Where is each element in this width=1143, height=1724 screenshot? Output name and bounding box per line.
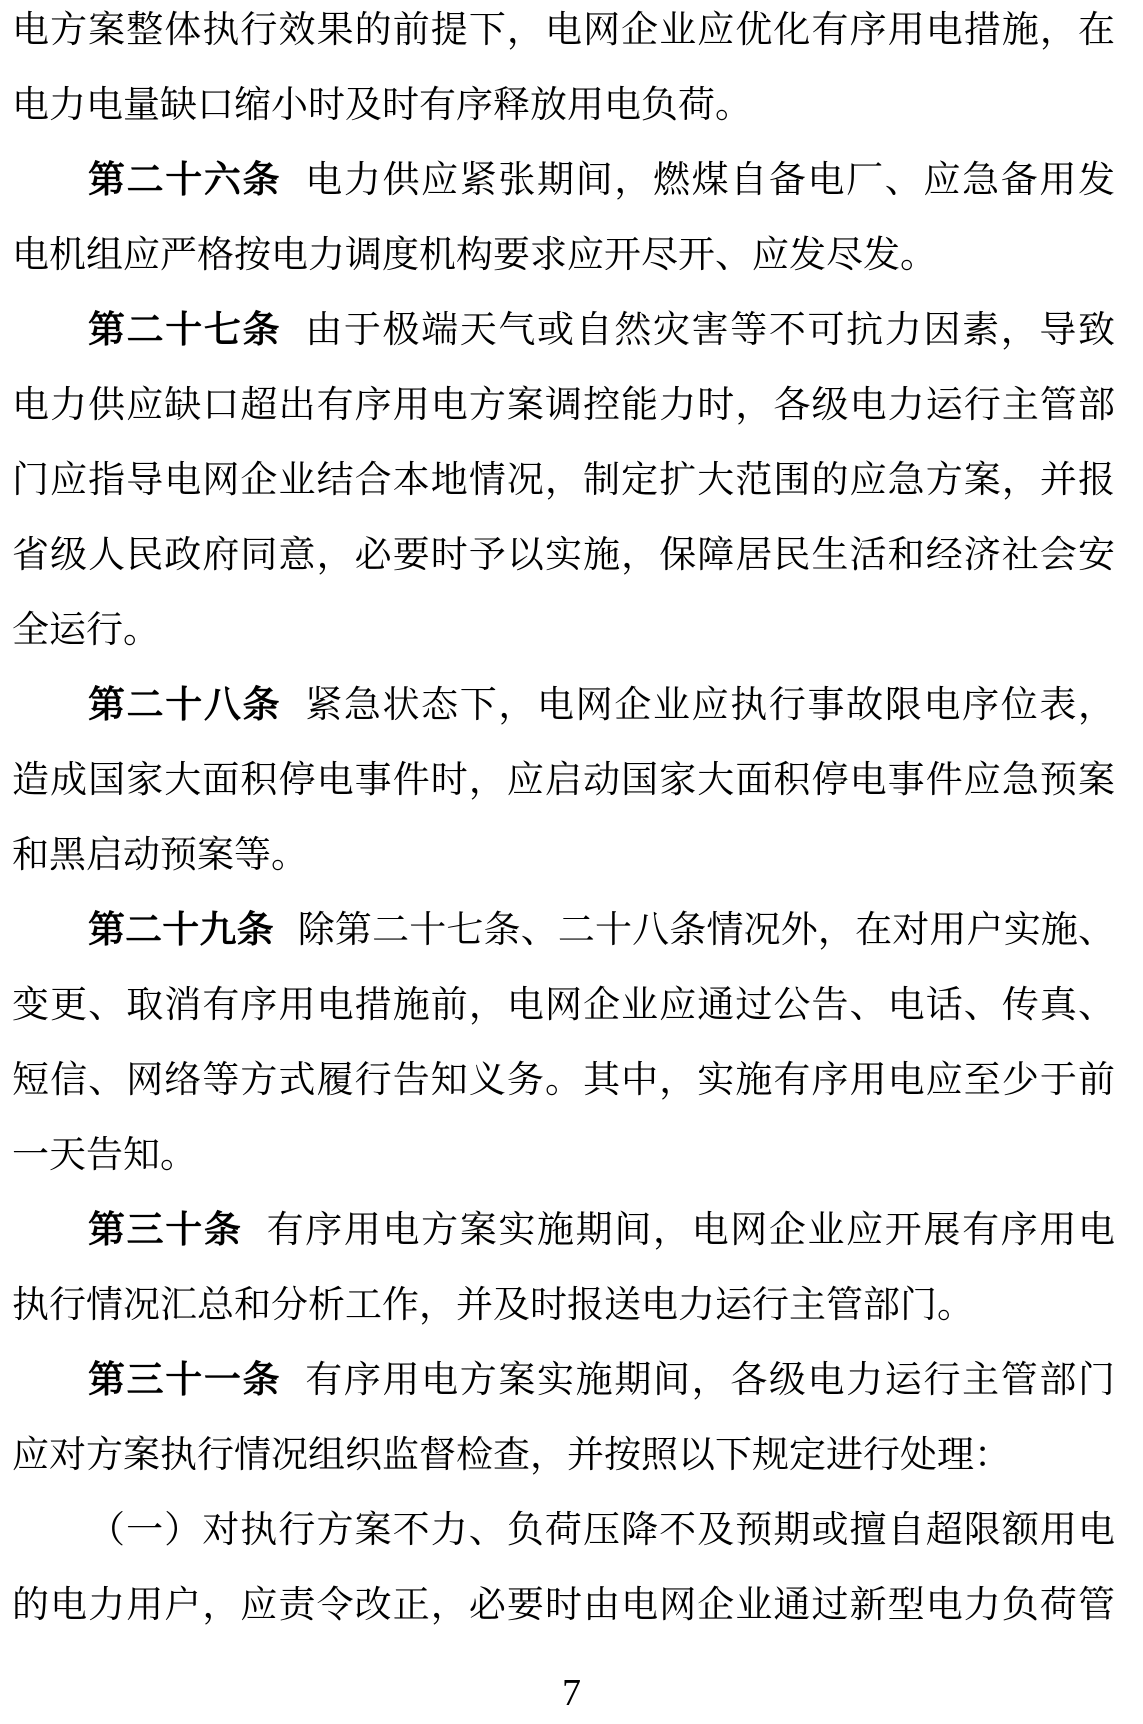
text-line — [12, 1568, 1115, 1643]
text-line — [12, 518, 1115, 593]
page-number: 7 — [562, 1672, 581, 1714]
text-line — [12, 1193, 1115, 1268]
text-line — [12, 1493, 1115, 1568]
body-text: 短信、网络等方式履行告知义务。其中，实施有序用电应至少于前 — [12, 1060, 1115, 1101]
body-text: 电方案整体执行效果的前提下，电网企业应优化有序用电措施，在 — [12, 10, 1115, 51]
article-number: 第二十八条 — [88, 685, 282, 726]
document-body — [12, 0, 1115, 1643]
text-line — [12, 1118, 1115, 1193]
body-text: （一）对执行方案不力、负荷压降不及预期或擅自超限额用电 — [88, 1510, 1115, 1551]
body-text: 执行情况汇总和分析工作，并及时报送电力运行主管部门。 — [12, 1285, 974, 1326]
text-line — [12, 443, 1115, 518]
article-number: 第二十七条 — [88, 310, 282, 351]
body-text: 一天告知。 — [12, 1135, 197, 1176]
text-line — [12, 143, 1115, 218]
body-text: 电机组应严格按电力调度机构要求应开尽开、应发尽发。 — [12, 235, 937, 276]
text-line — [12, 893, 1115, 968]
body-text: 造成国家大面积停电事件时，应启动国家大面积停电事件应急预案 — [12, 760, 1115, 801]
body-text: 全运行。 — [12, 610, 160, 651]
article-number: 第三十条 — [88, 1210, 243, 1251]
text-line — [12, 368, 1115, 443]
body-text: 和黑启动预案等。 — [12, 835, 308, 876]
body-text: 应对方案执行情况组织监督检查，并按照以下规定进行处理： — [12, 1435, 1011, 1476]
body-text: 紧急状态下，电网企业应执行事故限电序位表， — [305, 685, 1116, 726]
text-line — [12, 293, 1115, 368]
body-text: 变更、取消有序用电措施前，电网企业应通过公告、电话、传真、 — [12, 985, 1115, 1026]
body-text: 的电力用户，应责令改正，必要时由电网企业通过新型电力负荷管 — [12, 1585, 1115, 1626]
text-line — [12, 218, 1115, 293]
body-text: 有序用电方案实施期间，各级电力运行主管部门 — [305, 1360, 1116, 1401]
body-text: 门应指导电网企业结合本地情况，制定扩大范围的应急方案，并报 — [12, 460, 1115, 501]
article-number: 第二十九条 — [88, 910, 274, 951]
text-line — [12, 1418, 1115, 1493]
article-number: 第三十一条 — [88, 1360, 282, 1401]
text-line — [12, 0, 1115, 68]
text-line — [12, 68, 1115, 143]
text-line — [12, 1043, 1115, 1118]
body-text: 电力供应缺口超出有序用电方案调控能力时，各级电力运行主管部 — [12, 385, 1115, 426]
body-text: 电力供应紧张期间，燃煤自备电厂、应急备用发 — [305, 160, 1116, 201]
body-text: 有序用电方案实施期间，电网企业应开展有序用电 — [266, 1210, 1116, 1251]
text-line — [12, 1268, 1115, 1343]
body-text: 电力电量缺口缩小时及时有序释放用电负荷。 — [12, 85, 752, 126]
body-text: 省级人民政府同意，必要时予以实施，保障居民生活和经济社会安 — [12, 535, 1115, 576]
text-line — [12, 818, 1115, 893]
body-text: 除第二十七条、二十八条情况外，在对用户实施、 — [297, 910, 1116, 951]
text-line — [12, 668, 1115, 743]
text-line — [12, 743, 1115, 818]
text-line — [12, 968, 1115, 1043]
text-line — [12, 593, 1115, 668]
article-number: 第二十六条 — [88, 160, 282, 201]
text-line — [12, 1343, 1115, 1418]
body-text: 由于极端天气或自然灾害等不可抗力因素，导致 — [305, 310, 1116, 351]
